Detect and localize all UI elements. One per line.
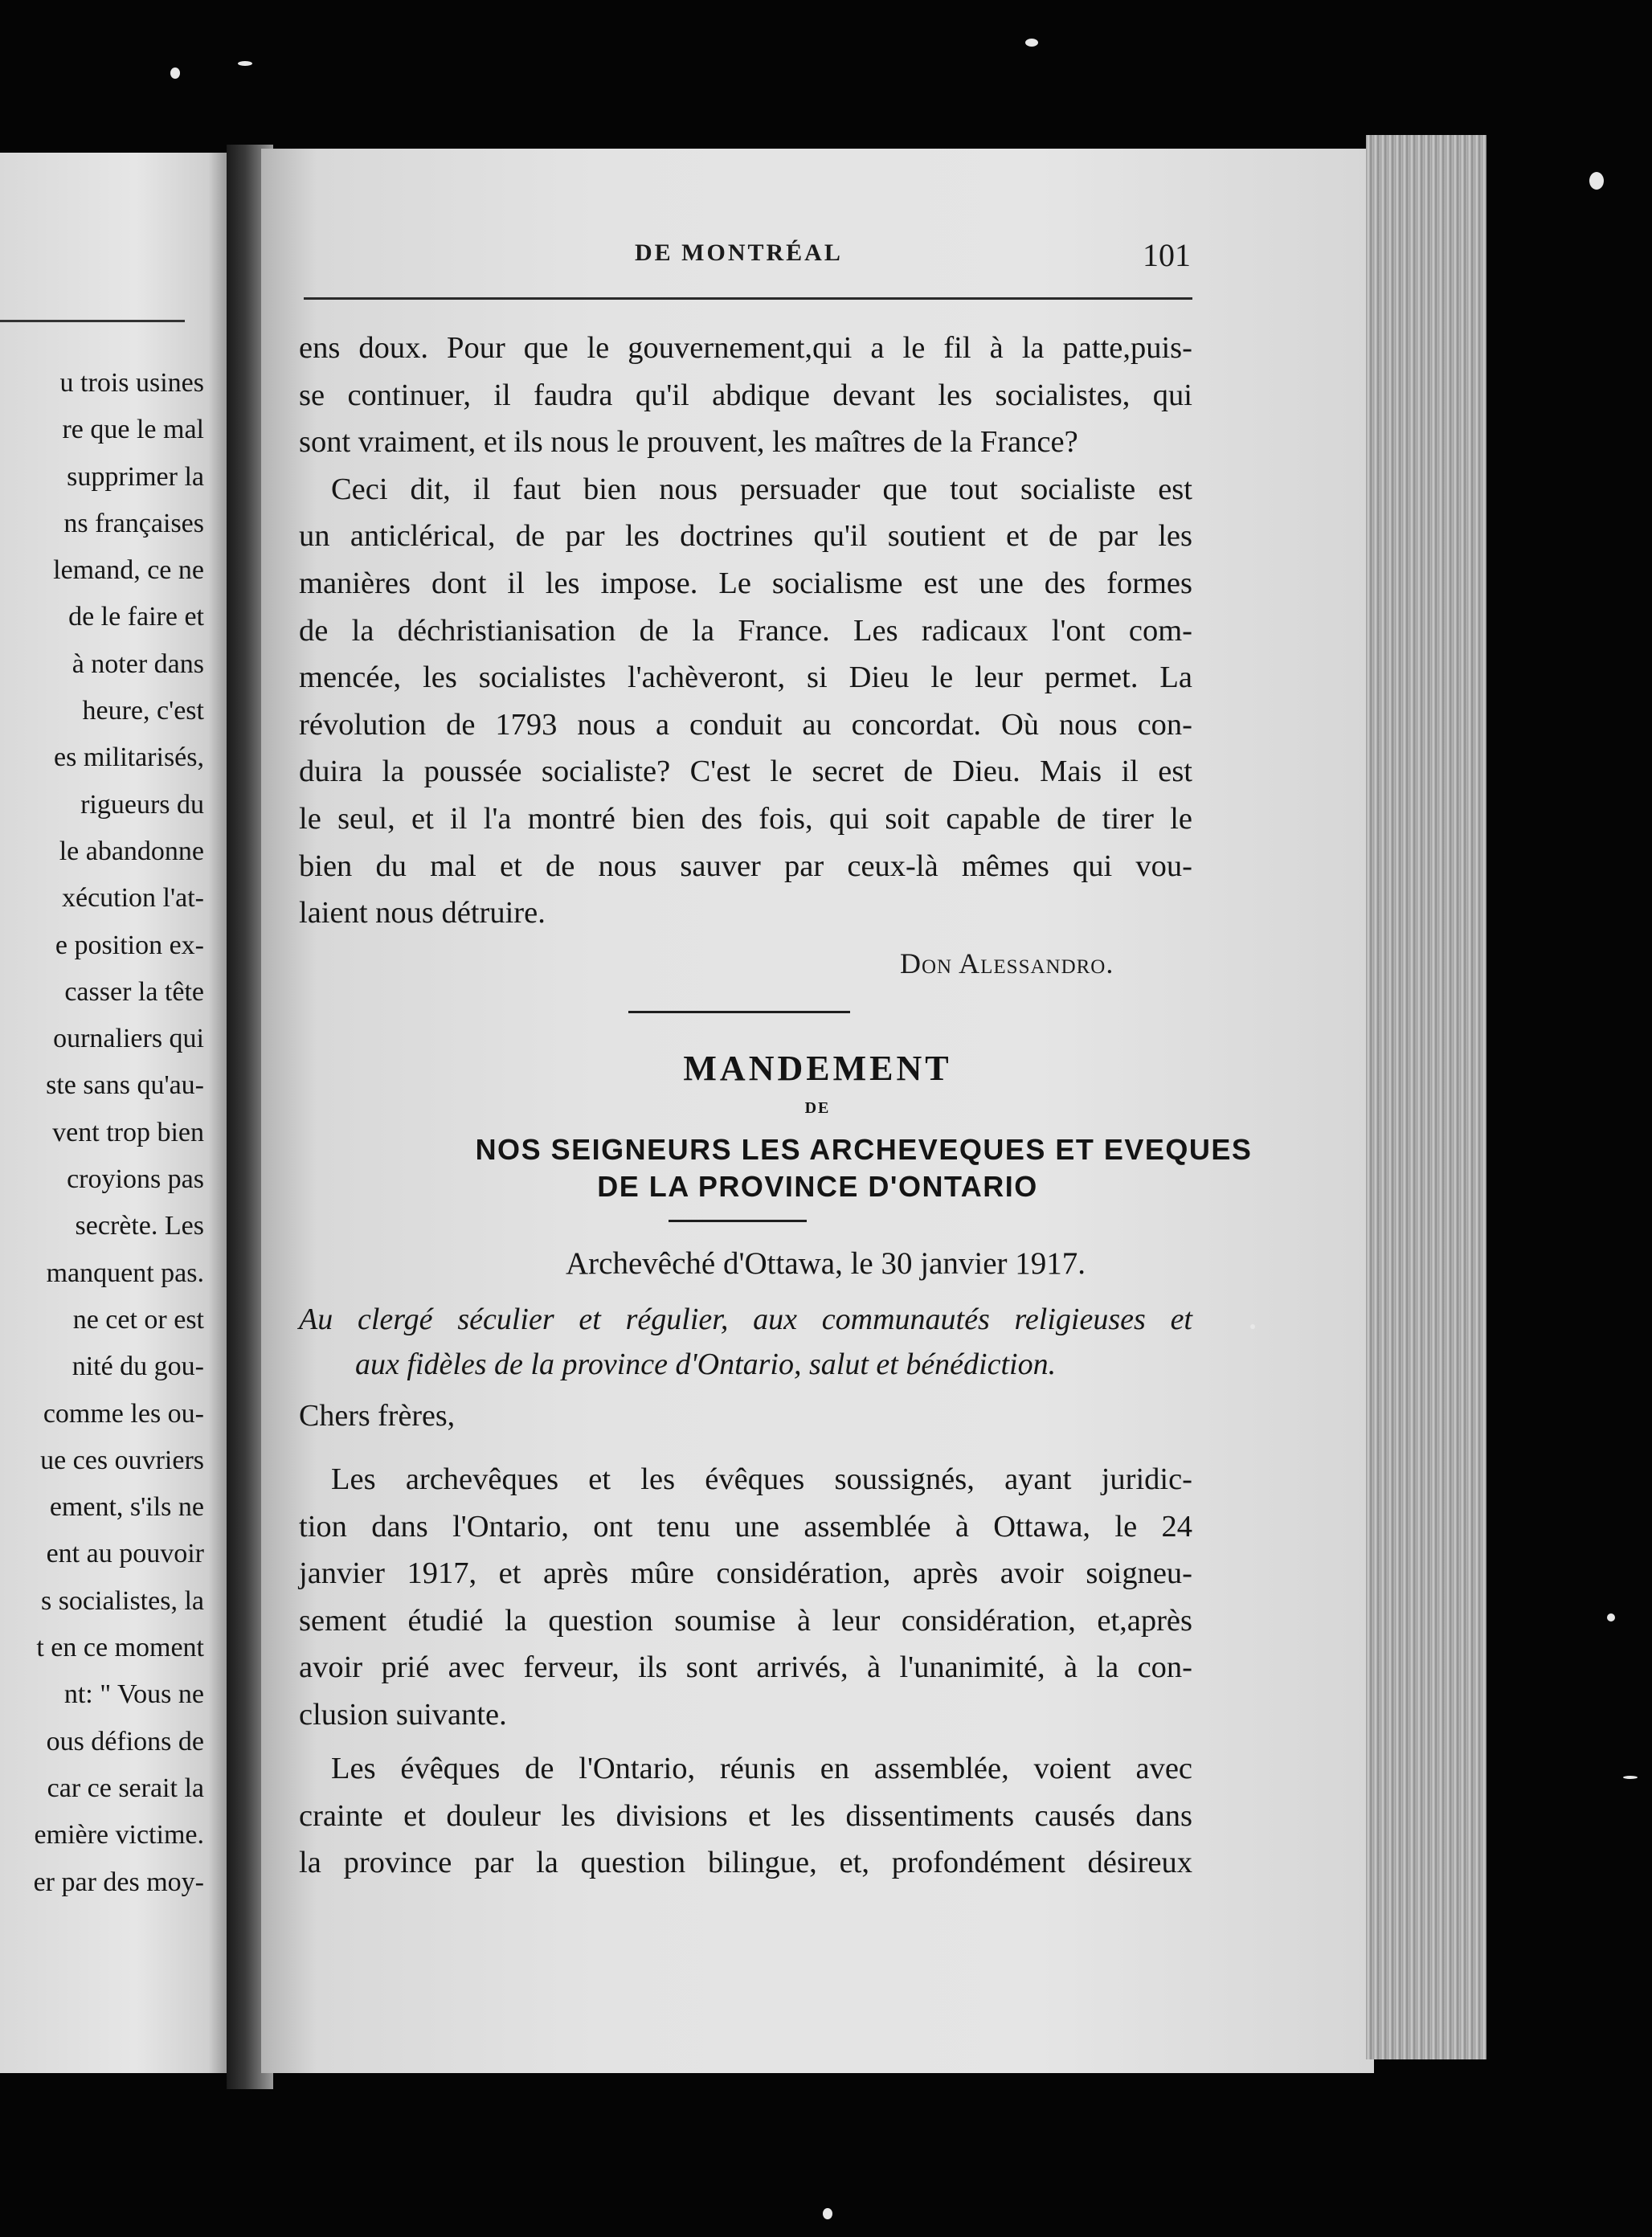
- left-page-line: croyions pas: [67, 1164, 204, 1195]
- mandement-subtitle-1: NOS SEIGNEURS LES ARCHEVEQUES ET EVEQUES: [475, 1133, 1253, 1166]
- text-line: clusion suivante.: [299, 1697, 507, 1732]
- text-line: révolution de 1793 nous a conduit au concordat. Où nous con-: [299, 707, 1192, 742]
- mandement-de: DE: [804, 1099, 831, 1117]
- running-head: DE MONTRÉAL: [635, 239, 843, 266]
- left-page-line: heure, c'est: [82, 696, 204, 726]
- film-speck: [238, 61, 252, 66]
- left-page-line: casser la tête: [64, 976, 204, 1007]
- left-page-line: ement, s'ils ne: [49, 1492, 204, 1523]
- film-speck: [1025, 39, 1038, 47]
- section-divider: [628, 1011, 850, 1013]
- text-line: laient nous détruire.: [299, 896, 546, 930]
- address-line-2: aux fidèles de la province d'Ontario, salut et bénédiction.: [355, 1348, 1057, 1381]
- left-page-line: xécution l'at-: [61, 883, 204, 914]
- left-page-line: emière victime.: [34, 1820, 204, 1851]
- text-line: Ceci dit, il faut bien nous persuader que tout socialiste est: [331, 472, 1192, 506]
- left-page-line: secrète. Les: [75, 1211, 204, 1241]
- text-line: un anticlérical, de par les doctrines qu'il soutient et de par les: [299, 519, 1192, 554]
- left-page-line: e position ex-: [55, 930, 204, 960]
- left-page-line: ns françaises: [63, 508, 204, 538]
- text-line: sement étudié la question soumise à leur considération, et,après: [299, 1603, 1192, 1638]
- text-line: duira la poussée socialiste? C'est le secret de Dieu. Mais il est: [299, 755, 1192, 789]
- text-line: la province par la question bilingue, et, profondément désireux: [299, 1846, 1192, 1880]
- left-page-line: nt: " Vous ne: [63, 1679, 204, 1710]
- left-page-line: es militarisés,: [54, 742, 204, 773]
- left-page-line: ous défions de: [46, 1726, 204, 1756]
- text-line: avoir prié avec ferveur, ils sont arrivés, à l'unanimité, à la con-: [299, 1650, 1192, 1685]
- text-line: crainte et douleur les divisions et les dissentiments causés dans: [299, 1798, 1192, 1833]
- address-line-1: Au clergé séculier et régulier, aux communautés religieuses et: [299, 1303, 1192, 1336]
- article-conclusion: [299, 325, 1192, 937]
- text-line: manières dont il les impose. Le socialisme est une des formes: [299, 566, 1192, 600]
- left-page-line: vent trop bien: [52, 1117, 204, 1147]
- film-speck: [1623, 1776, 1638, 1779]
- left-page-line: nité du gou-: [72, 1352, 204, 1382]
- paragraph-2: [299, 1745, 1192, 1887]
- left-page-text: [0, 360, 204, 1906]
- salutation: Chers frères,: [299, 1399, 456, 1433]
- film-speck: [1250, 1324, 1255, 1329]
- page-block-edge: [1366, 135, 1486, 2059]
- text-line: janvier 1917, et après mûre considération, après avoir soigneu-: [299, 1556, 1192, 1591]
- left-page-line: ue ces ouvriers: [40, 1445, 204, 1475]
- header-rule: [304, 297, 1192, 300]
- left-page-line: ne cet or est: [72, 1304, 204, 1335]
- author-signature: Don Alessandro.: [900, 947, 1114, 979]
- mandement-subtitle-2: DE LA PROVINCE D'ONTARIO: [597, 1170, 1038, 1203]
- paragraph-1: [299, 1456, 1192, 1739]
- film-speck: [823, 2208, 832, 2219]
- left-page-line: s socialistes, la: [40, 1585, 204, 1616]
- left-page-head-rule: [0, 320, 185, 322]
- left-page-line: à noter dans: [72, 648, 204, 679]
- left-page-line: rigueurs du: [80, 789, 204, 820]
- left-page-line: le abandonne: [59, 836, 204, 866]
- text-line: mencée, les socialistes l'achèveront, si Dieu le leur permet. La: [299, 660, 1192, 695]
- film-speck: [1589, 172, 1604, 190]
- left-page-line: ste sans qu'au-: [46, 1070, 204, 1101]
- page-number: 101: [1143, 237, 1191, 273]
- left-page-line: ournaliers qui: [53, 1024, 204, 1054]
- text-line: sont vraiment, et ils nous le prouvent, les maîtres de la France?: [299, 425, 1078, 460]
- film-speck: [1607, 1613, 1615, 1622]
- title-divider: [669, 1220, 807, 1222]
- left-page-line: lemand, ce ne: [53, 555, 204, 586]
- left-page: [0, 153, 227, 2073]
- left-page-line: supprimer la: [67, 461, 204, 492]
- text-line: Les évêques de l'Ontario, réunis en assemblée, voient avec: [331, 1752, 1192, 1785]
- dateline: Archevêché d'Ottawa, le 30 janvier 1917.: [566, 1246, 1086, 1281]
- left-page-line: comme les ou-: [43, 1398, 204, 1429]
- mandement-title: MANDEMENT: [683, 1049, 952, 1088]
- text-line: Les archevêques et les évêques soussignés, ayant juridic-: [331, 1462, 1192, 1496]
- text-line: de la déchristianisation de la France. Les radicaux l'ont com-: [299, 613, 1192, 648]
- address: [299, 1297, 1192, 1387]
- left-page-line: t en ce moment: [36, 1633, 204, 1663]
- left-page-line: car ce serait la: [47, 1773, 204, 1803]
- left-page-line: de le faire et: [68, 602, 204, 632]
- text-line: bien du mal et de nous sauver par ceux-là mêmes qui vou-: [299, 849, 1192, 883]
- text-line: ens doux. Pour que le gouvernement,qui a le fil à la patte,puis-: [299, 331, 1192, 365]
- left-page-line: ent au pouvoir: [46, 1539, 204, 1569]
- film-speck: [170, 67, 180, 79]
- text-line: le seul, et il l'a montré bien des fois, qui soit capable de tirer le: [299, 801, 1192, 836]
- left-page-line: er par des moy-: [33, 1867, 204, 1897]
- left-page-line: u trois usines: [59, 368, 204, 398]
- left-page-line: manquent pas.: [46, 1258, 204, 1288]
- text-line: tion dans l'Ontario, ont tenu une assemblée à Ottawa, le 24: [299, 1509, 1192, 1544]
- left-page-line: re que le mal: [62, 415, 204, 445]
- text-line: se continuer, il faudra qu'il abdique devant les socialistes, qui: [299, 378, 1192, 412]
